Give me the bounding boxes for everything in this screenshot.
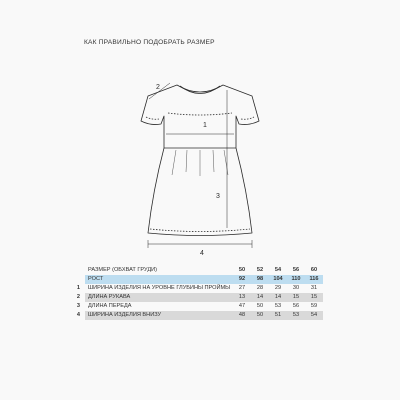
page-title: КАК ПРАВИЛЬНО ПОДОБРАТЬ РАЗМЕР — [84, 39, 215, 46]
cell-value: 50 — [251, 311, 269, 320]
marker-1: 1 — [203, 122, 207, 129]
height-label: РОСТ — [85, 275, 233, 284]
row-label: ШИРИНА ИЗДЕЛИЯ ВНИЗУ — [85, 311, 233, 320]
height-value: 98 — [251, 275, 269, 284]
cell-value: 51 — [269, 311, 287, 320]
cell-value: 31 — [310, 285, 318, 291]
row-label: ДЛИНА ПЕРЕДА — [85, 302, 233, 311]
marker-2: 2 — [156, 84, 160, 91]
size-value: 54 — [274, 267, 282, 273]
cell-value: 15 — [305, 293, 323, 302]
table-row — [60, 302, 323, 311]
cell-value: 56 — [292, 303, 300, 309]
size-header-label: РАЗМЕР (ОБХВАТ ГРУДИ) — [85, 266, 233, 275]
table-row — [60, 284, 323, 293]
cell-value: 29 — [274, 285, 282, 291]
cell-value: 27 — [238, 285, 246, 291]
cell-value: 28 — [256, 285, 264, 291]
marker-4: 4 — [200, 250, 204, 257]
size-value: 50 — [238, 267, 246, 273]
table-header-row — [60, 266, 323, 275]
row-index: 4 — [76, 312, 80, 318]
cell-value: 13 — [233, 293, 251, 302]
cell-value: 54 — [305, 311, 323, 320]
cell-value: 50 — [256, 303, 264, 309]
cell-value: 15 — [287, 293, 305, 302]
size-value: 56 — [292, 267, 300, 273]
size-value: 60 — [310, 267, 318, 273]
row-index: 1 — [76, 285, 80, 291]
cell-value: 14 — [269, 293, 287, 302]
height-value: 116 — [305, 275, 323, 284]
cell-value: 53 — [274, 303, 282, 309]
row-index: 3 — [76, 303, 80, 309]
size-table — [60, 266, 323, 320]
table-row — [60, 293, 323, 302]
cell-value: 53 — [287, 311, 305, 320]
dress-outline — [141, 85, 259, 236]
height-value: 92 — [233, 275, 251, 284]
table-row — [60, 311, 323, 320]
cell-value: 47 — [238, 303, 246, 309]
table-row-height — [60, 275, 323, 284]
size-value: 52 — [256, 267, 264, 273]
row-index: 2 — [76, 294, 80, 300]
cell-value: 30 — [292, 285, 300, 291]
row-label: ШИРИНА ИЗДЕЛИЯ НА УРОВНЕ ГЛУБИНЫ ПРОЙМЫ — [85, 284, 233, 293]
row-label: ДЛИНА РУКАВА — [85, 293, 233, 302]
height-value: 104 — [269, 275, 287, 284]
cell-value: 59 — [310, 303, 318, 309]
cell-value: 14 — [251, 293, 269, 302]
marker-3: 3 — [216, 193, 220, 200]
cell-value: 48 — [233, 311, 251, 320]
height-value: 110 — [287, 275, 305, 284]
